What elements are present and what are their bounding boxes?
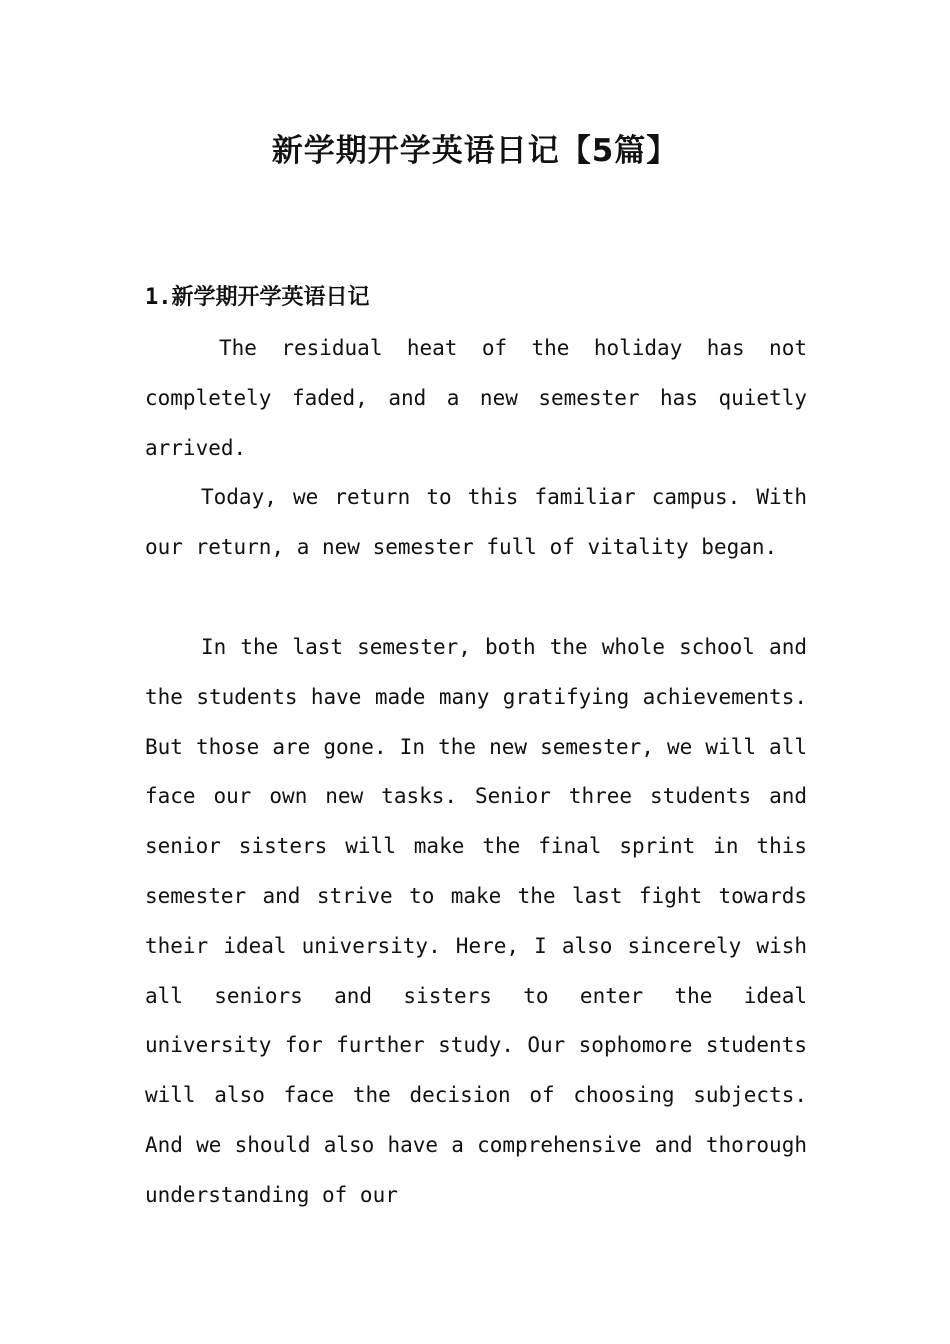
paragraph-3: In the last semester, both the whole school and the students have made many gratifying achievements. But those are gone. In the new semester, we will all face our own new tasks. Senior three students and senior sisters will make the final sprint in this semester and strive to make the last fight towards their ideal university. Here, I also sincerely wish all seniors and sisters to enter the ideal university for further study. Our sophomore students will also face the decision of choosing subjects. And we should also have a comprehensive and thorough understanding of our [145,635,807,1207]
section-heading: 1.新学期开学英语日记 [145,285,370,310]
document-title: 新学期开学英语日记【5篇】 [271,133,679,169]
paragraph-1: The residual heat of the holiday has not completely faded, and a new semester has quietly arrived. [145,336,807,460]
paragraph-2: Today, we return to this familiar campus. With our return, a new semester full of vitality began. [145,485,807,559]
